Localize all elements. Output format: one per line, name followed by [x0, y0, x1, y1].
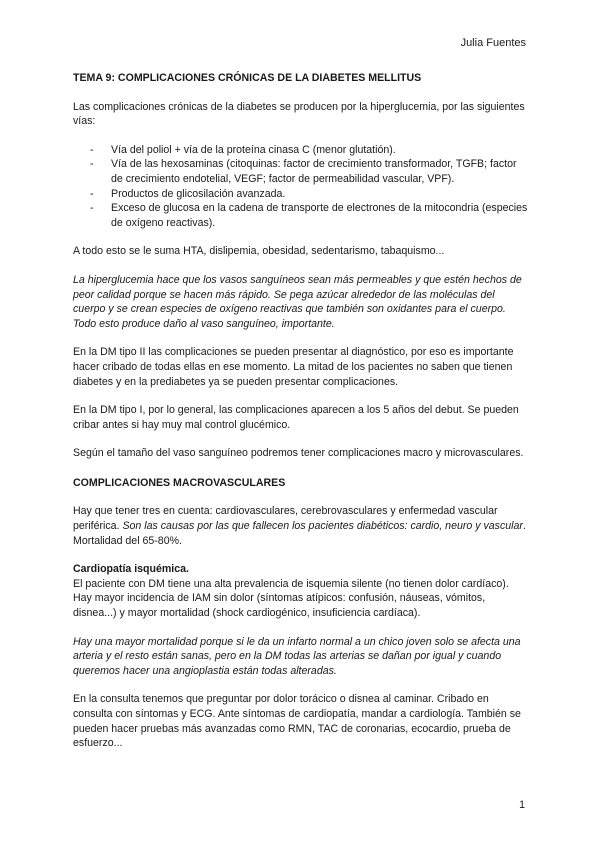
document-title: TEMA 9: COMPLICACIONES CRÓNICAS DE LA DIABETES MELLITUS — [73, 72, 422, 84]
document-body — [73, 71, 529, 765]
author-name: Julia Fuentes — [460, 37, 526, 49]
hyperglycemia-note: La hiperglucemia hace que los vasos sanguíneos sean más permeables y que estén hechos de peor calidad porque se hacen más rápido. Se pega azúcar alrededor de las moléculas del cuerpo y se crean especies de oxígeno reactivas que también son oxidantes para el cuerpo. Todo esto produce daño al vaso sanguíneo, importante. — [73, 273, 522, 330]
consultation-paragraph: En la consulta tenemos que preguntar por dolor torácico o disnea al caminar. Cribado en consulta con síntomas y ECG. Ante síntomas de cardiopatía, mandar a cardiología. También se pueden hacer pruebas más avanzadas como RMN, TAC de coronarias, ecocardio, prueba de esfuerzo... — [73, 693, 521, 750]
macrovascular-paragraph — [73, 504, 529, 548]
list-item: - Exceso de glucosa en la cadena de transporte de electrones de la mitocondria (especies de oxígeno reactivas). — [111, 201, 529, 230]
vessel-size-paragraph: Según el tamaño del vaso sanguíneo podremos tener complicaciones macro y microvasculares. — [73, 447, 524, 460]
page-number: 1 — [519, 799, 525, 811]
intro-paragraph: Las complicaciones crónicas de la diabetes se producen por la hiperglucemia, por las siguientes vías: — [73, 100, 525, 128]
cardiopathy-note: Hay una mayor mortalidad porque si le da un infarto normal a un chico joven solo se afecta una arteria y el resto están sanas, pero en la DM todas las arterias se dañan por igual y cuando queremos hacer una angioplastia están todas alteradas. — [73, 635, 521, 677]
cardiopathy-paragraph: El paciente con DM tiene una alta prevalencia de isquemia silente (no tienen dolor cardíaco). Hay mayor incidencia de IAM sin dolor (síntomas atípicos: confusión, náuseas, vómitos, disnea...) y mayor mortalidad (shock cardiogénico, insuficiencia cardíaca). — [73, 577, 509, 620]
pathways-list — [73, 143, 529, 231]
macro-italic-text: Son las causas por las que fallecen los pacientes diabéticos: cardio, neuro y vascular — [122, 520, 523, 533]
list-item: - Vía del poliol + vía de la proteína cinasa C (menor glutatión). — [111, 143, 529, 158]
list-item: - Vía de las hexosaminas (citoquinas: factor de crecimiento transformador, TGFB; factor de crecimiento endotelial, VEGF; factor de permeabilidad vascular, VPF). — [111, 157, 529, 186]
risk-factors-paragraph: A todo esto se le suma HTA, dislipemia, obesidad, sedentarismo, tabaquismo... — [73, 245, 445, 258]
dm1-paragraph: En la DM tipo I, por lo general, las complicaciones aparecen a los 5 años del debut. Se pueden cribar antes si hay muy mal control glucémico. — [73, 404, 519, 431]
macro-text: Hay que tener tres en cuenta: cardiovasculares, cerebrovasculares y enfermedad vascular periférica. — [73, 505, 498, 533]
macro-end-text: . Mortalidad del 65-80%. — [73, 520, 526, 547]
cardiopathy-heading: Cardiopatía isquémica. — [73, 563, 189, 576]
macrovascular-heading: COMPLICACIONES MACROVASCULARES — [73, 476, 286, 489]
list-item: - Productos de glicosilación avanzada. — [111, 187, 529, 202]
dm2-paragraph: En la DM tipo II las complicaciones se pueden presentar al diagnóstico, por eso es importante hacer cribado de todas ellas en ese momento. La mitad de los pacientes no saben que tienen diabetes y en la prediabetes ya se pueden presentar complicaciones. — [73, 346, 514, 388]
